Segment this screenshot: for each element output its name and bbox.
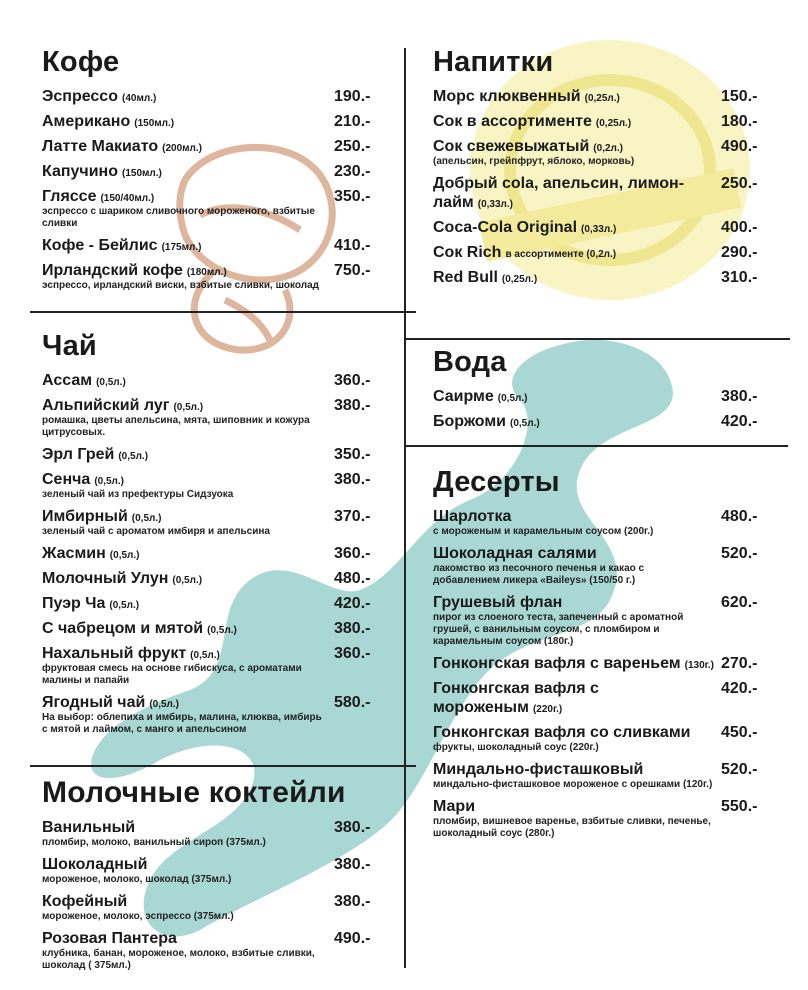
- menu-item-title-line: [433, 387, 718, 406]
- menu-item-name: Пуэр Ча: [42, 595, 106, 612]
- menu-item-name: Грушевый флан: [433, 594, 563, 611]
- menu-item-title-line: [433, 174, 718, 212]
- menu-item-title-line: [433, 412, 718, 431]
- menu-item-price: 480.-: [334, 570, 371, 587]
- menu-item-title-line: [42, 445, 327, 464]
- menu-item-volume: (0,5л.): [149, 699, 180, 710]
- menu-item-price: 620.-: [721, 594, 758, 611]
- menu-item-description: эспрессо, ирландский виски, взбитые сливки, шоколад: [42, 280, 320, 291]
- menu-item-volume: (220г.): [532, 704, 563, 715]
- menu-item-price: 370.-: [334, 508, 371, 525]
- menu-item-price: 350.-: [334, 446, 371, 463]
- menu-item-price: 420.-: [721, 413, 758, 430]
- menu-item: [433, 412, 763, 431]
- menu-item-price: 410.-: [334, 237, 371, 254]
- menu-item: [42, 396, 377, 439]
- menu-item-price: 520.-: [721, 761, 758, 778]
- menu-item-title-line: [433, 723, 718, 742]
- menu-item: [433, 723, 763, 754]
- menu-item-description: зеленый чай из префектуры Сидзуока: [42, 489, 234, 500]
- menu-item-description: лакомство из песочного печенья и какао с добавлением ликера «Baileys» (150/50 г.): [433, 563, 645, 586]
- menu-item-name: Ирландский кофе: [42, 262, 183, 279]
- vertical-divider: [404, 48, 406, 968]
- menu-item-price: 150.-: [721, 88, 758, 105]
- menu-item-name: Боржоми: [433, 413, 507, 430]
- menu-item-price: 490.-: [721, 138, 758, 155]
- menu-item-description: миндально-фисташковое мороженое с орешками (120г.): [433, 779, 713, 790]
- menu-item-price: 750.-: [334, 262, 371, 279]
- menu-item-name: Американо: [42, 113, 131, 130]
- menu-item-name: Гляссе: [42, 188, 97, 205]
- menu-item-volume: (150мл.): [134, 118, 175, 129]
- menu-item: [42, 87, 377, 106]
- menu-item-volume: (0,5л.): [109, 550, 140, 561]
- menu-item-title-line: [433, 87, 718, 106]
- menu-item-price: 400.-: [721, 219, 758, 236]
- menu-item-price: 380.-: [334, 856, 371, 873]
- menu-item-name: Добрый cola, апельсин, лимон-лайм: [433, 175, 685, 211]
- milkshakes-section: [42, 776, 377, 978]
- menu-item-name: Кофейный: [42, 893, 128, 910]
- menu-item-price: 450.-: [721, 724, 758, 741]
- divider-tea-shakes: [30, 765, 416, 767]
- coffee-title: Кофе: [42, 46, 120, 78]
- menu-item: [42, 892, 377, 923]
- menu-item-title-line: [433, 112, 718, 131]
- menu-item-price: 420.-: [334, 595, 371, 612]
- menu-item-price: 360.-: [334, 372, 371, 389]
- menu-item-price: 290.-: [721, 244, 758, 261]
- menu-item-title-line: [42, 112, 327, 131]
- menu-item-name: Капучино: [42, 163, 118, 180]
- menu-item-volume: (0,5л.): [109, 600, 140, 611]
- menu-item-title-line: [42, 594, 327, 613]
- menu-item: [42, 569, 377, 588]
- menu-item-price: 380.-: [334, 620, 371, 637]
- menu-item-price: 360.-: [334, 645, 371, 662]
- menu-item-name: Кофе - Бейлис: [42, 237, 158, 254]
- menu-item-volume: (0,5л.): [510, 418, 540, 429]
- menu-item: [433, 137, 763, 168]
- menu-item-volume: (0,25л.): [595, 118, 632, 129]
- menu-item-price: 180.-: [721, 113, 758, 130]
- menu-item: [42, 644, 377, 687]
- menu-item-title-line: [433, 544, 718, 563]
- menu-item: [433, 507, 763, 538]
- menu-item: [42, 855, 377, 886]
- menu-item: [433, 593, 763, 648]
- menu-item: [433, 387, 763, 406]
- menu-item-title-line: [433, 137, 718, 156]
- menu-item-price: 190.-: [334, 88, 371, 105]
- menu-item-price: 250.-: [334, 138, 371, 155]
- menu-item-description: (апельсин, грейпфрут, яблоко, морковь): [433, 156, 635, 167]
- menu-item-description: фруктовая смесь на основе гибискуса, с ароматами малины и папайи: [42, 663, 302, 686]
- menu-item: [42, 162, 377, 181]
- menu-item: [433, 544, 763, 587]
- tea-title: Чай: [42, 330, 97, 362]
- menu-item-name: С чабрецом и мятой: [42, 620, 204, 637]
- menu-item: [433, 654, 763, 673]
- menu-item-price: 380.-: [334, 819, 371, 836]
- menu-item-name: Гонконгская вафля с вареньем: [433, 655, 681, 672]
- dessert-title: Десерты: [433, 466, 560, 498]
- menu-item-volume: (0,2л.): [593, 143, 623, 154]
- menu-item-name: Эспрессо: [42, 88, 118, 105]
- menu-item-volume: (180мл.): [186, 267, 227, 278]
- menu-item-title-line: [42, 507, 327, 526]
- menu-item-price: 270.-: [721, 655, 758, 672]
- menu-item-name: Сенча: [42, 471, 91, 488]
- menu-item-name: Нахальный фрукт: [42, 645, 187, 662]
- menu-item-price: 480.-: [721, 508, 758, 525]
- menu-item-price: 580.-: [334, 694, 371, 711]
- menu-item-volume: (0,5л.): [497, 393, 528, 404]
- menu-item-volume: (150мл.): [121, 168, 162, 179]
- menu-item-price: 550.-: [721, 798, 758, 815]
- menu-item-volume: (200мл.): [162, 143, 202, 154]
- menu-item: [42, 507, 377, 538]
- shakes-title: Молочные коктейли: [42, 776, 346, 809]
- menu-item-name: Шоколадная салями: [433, 545, 597, 562]
- menu-item-title-line: [42, 187, 327, 206]
- desserts-section: [433, 466, 763, 846]
- menu-item-price: 250.-: [721, 175, 758, 192]
- menu-item-title-line: [42, 619, 327, 638]
- menu-item-name: Ягодный чай: [42, 694, 146, 711]
- divider-drinks-water: [404, 338, 790, 340]
- menu-item-title-line: [433, 268, 718, 287]
- menu-item: [42, 544, 377, 563]
- menu-item-volume: в ассортименте (0,2л.): [505, 249, 617, 260]
- menu-item-title-line: [42, 371, 327, 390]
- menu-item-price: 380.-: [334, 471, 371, 488]
- menu-item: [433, 174, 763, 212]
- menu-item: [42, 137, 377, 156]
- menu-item: [433, 112, 763, 131]
- menu-item-volume: (130г.): [684, 660, 714, 671]
- drinks-section: [433, 46, 763, 293]
- menu-item: [433, 797, 763, 840]
- coffee-section: [42, 46, 377, 298]
- menu-item-name: Имбирный: [42, 508, 128, 525]
- menu-item: [433, 87, 763, 106]
- menu-item-volume: (0,5л.): [131, 513, 162, 524]
- menu-item-name: Red Bull: [433, 269, 498, 286]
- menu-item-name: Ванильный: [42, 819, 136, 836]
- menu-item-title-line: [42, 855, 327, 874]
- menu-item-volume: (0,5л.): [207, 625, 237, 636]
- menu-item-name: Шарлотка: [433, 508, 512, 525]
- menu-item-title-line: [433, 654, 718, 673]
- menu-item-name: Coca-Cola Original: [433, 219, 578, 236]
- menu-item-volume: (0,25л.): [501, 274, 538, 285]
- menu-item-title-line: [433, 760, 718, 779]
- menu-item-price: 230.-: [334, 163, 371, 180]
- menu-item-price: 520.-: [721, 545, 758, 562]
- menu-item-title-line: [42, 396, 327, 415]
- divider-coffee-tea: [30, 311, 416, 313]
- menu-item-description: зеленый чай с ароматом имбиря и апельсина: [42, 526, 270, 537]
- menu-item-volume: (0,33л.): [477, 199, 513, 210]
- menu-item-volume: (0,5л.): [173, 402, 204, 413]
- menu-item: [42, 619, 377, 638]
- menu-item-description: мороженое, молоко, шоколад (375мл.): [42, 874, 232, 885]
- menu-item-title-line: [42, 569, 327, 588]
- menu-item-price: 350.-: [334, 188, 371, 205]
- menu-item-name: Эрл Грей: [42, 446, 115, 463]
- menu-item-volume: (0,5л.): [172, 575, 203, 586]
- menu-item-title-line: [42, 87, 327, 106]
- menu-item-price: 210.-: [334, 113, 371, 130]
- menu-item: [42, 187, 377, 230]
- menu-item-title-line: [42, 892, 327, 911]
- menu-item-title-line: [42, 929, 327, 948]
- menu-item-title-line: [42, 137, 327, 156]
- menu-item: [42, 236, 377, 255]
- menu-item: [42, 371, 377, 390]
- menu-item: [42, 445, 377, 464]
- menu-item-description: пломбир, молоко, ванильный сироп (375мл.): [42, 837, 266, 848]
- menu-item-title-line: [42, 470, 327, 489]
- menu-item: [42, 261, 377, 292]
- menu-item-description: с мороженым и карамельным соусом (200г.): [433, 526, 654, 537]
- menu-item-title-line: [433, 593, 718, 612]
- menu-item-name: Латте Макиато: [42, 138, 159, 155]
- menu-item-description: фрукты, шоколадный соус (220г.): [433, 742, 599, 753]
- menu-item-description: пломбир, вишневое варенье, взбитые сливки, печенье, шоколадный соус (280г.): [433, 816, 711, 839]
- menu-item-name: Гонконгская вафля со сливками: [433, 724, 691, 741]
- menu-item-description: мороженое, молоко, эспрессо (375мл.): [42, 911, 234, 922]
- menu-item-name: Сок Rich: [433, 244, 502, 261]
- menu-item-description: На выбор: облепиха и имбирь, малина, клюква, имбирь с мятой и лаймом, с манго и апельсином: [42, 712, 322, 735]
- menu-item-volume: (0,33л.): [581, 224, 617, 235]
- water-section: [433, 346, 763, 437]
- menu-item-volume: (0,5л.): [190, 650, 220, 661]
- menu-item: [433, 760, 763, 791]
- menu-item: [433, 218, 763, 237]
- divider-water-dessert: [404, 445, 788, 447]
- menu-item: [42, 470, 377, 501]
- menu-item-description: ромашка, цветы апельсина, мята, шиповник и кожура цитрусовых.: [42, 415, 310, 438]
- menu-item-name: Молочный Улун: [42, 570, 169, 587]
- menu-item-volume: (0,25л.): [584, 93, 620, 104]
- menu-item-price: 310.-: [721, 269, 758, 286]
- menu-item: [42, 594, 377, 613]
- menu-item-title-line: [433, 243, 718, 262]
- menu-item-name: Миндально-фисташковый: [433, 761, 644, 778]
- menu-item-volume: (40мл.): [121, 93, 157, 104]
- menu-item-name: Морс клюквенный: [433, 88, 581, 105]
- menu-item-name: Сок свежевыжатый: [433, 138, 590, 155]
- menu-item: [42, 693, 377, 736]
- menu-item-title-line: [42, 236, 327, 255]
- menu-item-description: эспрессо с шариком сливочного мороженого, взбитые сливки: [42, 206, 315, 229]
- menu-item-volume: (175мл.): [161, 242, 202, 253]
- menu-item-title-line: [42, 818, 327, 837]
- menu-item-name: Гонконгская вафля с мороженым: [433, 680, 599, 716]
- water-title: Вода: [433, 346, 507, 378]
- menu-item-name: Саирме: [433, 388, 494, 405]
- menu-item: [433, 679, 763, 717]
- menu-item-name: Сок в ассортименте: [433, 113, 592, 130]
- menu-item: [42, 818, 377, 849]
- menu-item-title-line: [433, 507, 718, 526]
- menu-item-title-line: [433, 679, 718, 717]
- menu-item-name: Жасмин: [42, 545, 106, 562]
- menu-item-price: 360.-: [334, 545, 371, 562]
- menu-item-volume: (0,5л.): [94, 476, 125, 487]
- menu-item-price: 420.-: [721, 680, 758, 697]
- menu-item-price: 380.-: [334, 397, 371, 414]
- menu-item-volume: (0,5л.): [118, 451, 149, 462]
- menu-item: [42, 112, 377, 131]
- menu-item: [433, 243, 763, 262]
- menu-item-price: 490.-: [334, 930, 371, 947]
- menu-item-name: Шоколадный: [42, 856, 148, 873]
- menu-item-price: 380.-: [721, 388, 758, 405]
- menu-item-title-line: [433, 218, 718, 237]
- menu-item-title-line: [42, 644, 327, 663]
- tea-section: [42, 330, 377, 742]
- menu-item-name: Розовая Пантера: [42, 930, 177, 947]
- menu-item-volume: (0,5л.): [96, 377, 126, 388]
- menu-item-title-line: [433, 797, 718, 816]
- menu-item: [433, 268, 763, 287]
- menu-item-name: Альпийский луг: [42, 397, 170, 414]
- menu-item: [42, 929, 377, 972]
- menu-item-volume: (150/40мл.): [100, 193, 155, 204]
- menu-item-title-line: [42, 162, 327, 181]
- menu-item-price: 380.-: [334, 893, 371, 910]
- menu-item-title-line: [42, 693, 327, 712]
- menu-item-name: Мари: [433, 798, 476, 815]
- menu-item-description: клубника, банан, мороженое, молоко, взбитые сливки, шоколад ( 375мл.): [42, 948, 315, 971]
- menu-item-description: пирог из слоеного теста, запеченный с ароматной грушей, с ванильным соусом, с пломбиром и карамельным соусом (180г.): [433, 612, 684, 647]
- menu-item-title-line: [42, 261, 327, 280]
- drinks-title: Напитки: [433, 46, 554, 78]
- menu-item-name: Ассам: [42, 372, 93, 389]
- menu-item-title-line: [42, 544, 327, 563]
